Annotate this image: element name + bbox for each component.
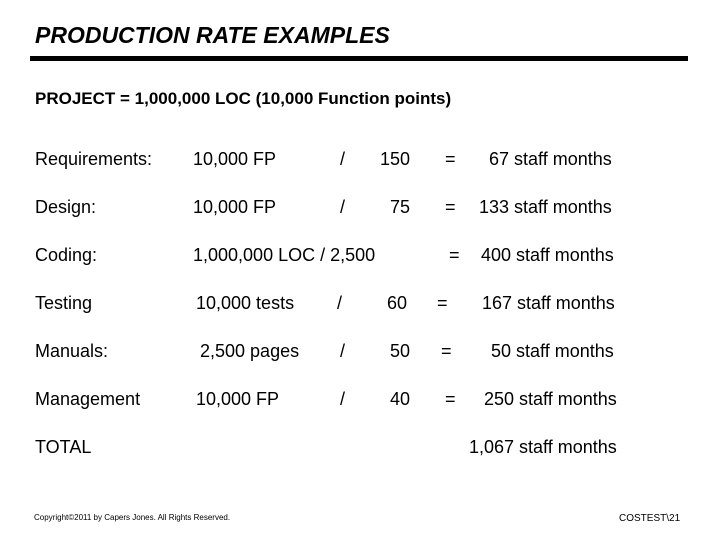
total-label: TOTAL xyxy=(35,437,92,457)
row-equals: = xyxy=(441,341,452,361)
row-divider: / xyxy=(337,293,343,313)
row-quantity: 10,000 FP xyxy=(193,197,277,217)
row-label: Management xyxy=(35,389,141,409)
row-equals: = xyxy=(445,389,456,409)
row-result: 133 staff months xyxy=(479,197,612,217)
row-label: Design: xyxy=(35,197,97,217)
row-equals: = xyxy=(445,197,456,217)
slide-id: COSTEST\21 xyxy=(619,513,681,524)
row-quantity: 1,000,000 LOC / 2,500 xyxy=(193,245,376,265)
total-result: 1,067 staff months xyxy=(469,437,617,457)
row-label: Coding: xyxy=(35,245,98,265)
row-quantity: 10,000 FP xyxy=(196,389,280,409)
project-line: PROJECT = 1,000,000 LOC (10,000 Function points) xyxy=(35,89,452,108)
row-divider: / xyxy=(340,341,346,361)
row-equals: = xyxy=(437,293,448,313)
title-underline xyxy=(30,56,688,61)
row-equals: = xyxy=(445,149,456,169)
row-result: 400 staff months xyxy=(481,245,614,265)
row-result: 67 staff months xyxy=(489,149,612,169)
row-result: 50 staff months xyxy=(491,341,614,361)
slide-title: PRODUCTION RATE EXAMPLES xyxy=(35,22,390,48)
copyright-footer: Copyright©2011 by Capers Jones. All Rights Reserved. xyxy=(34,513,231,522)
row-rate: 150 xyxy=(380,149,411,169)
row-rate: 40 xyxy=(390,389,411,409)
row-divider: / xyxy=(340,389,346,409)
row-label: Manuals: xyxy=(35,341,109,361)
row-label: Testing xyxy=(35,293,93,313)
row-label: Requirements: xyxy=(35,149,153,169)
row-divider: / xyxy=(340,149,346,169)
row-divider: / xyxy=(340,197,346,217)
row-result: 167 staff months xyxy=(482,293,615,313)
row-equals: = xyxy=(449,245,460,265)
row-rate: 75 xyxy=(390,197,411,217)
row-rate: 50 xyxy=(390,341,411,361)
row-rate: 60 xyxy=(387,293,408,313)
row-quantity: 10,000 FP xyxy=(193,149,277,169)
row-result: 250 staff months xyxy=(484,389,617,409)
row-quantity: 10,000 tests xyxy=(196,293,295,313)
row-quantity: 2,500 pages xyxy=(200,341,300,361)
